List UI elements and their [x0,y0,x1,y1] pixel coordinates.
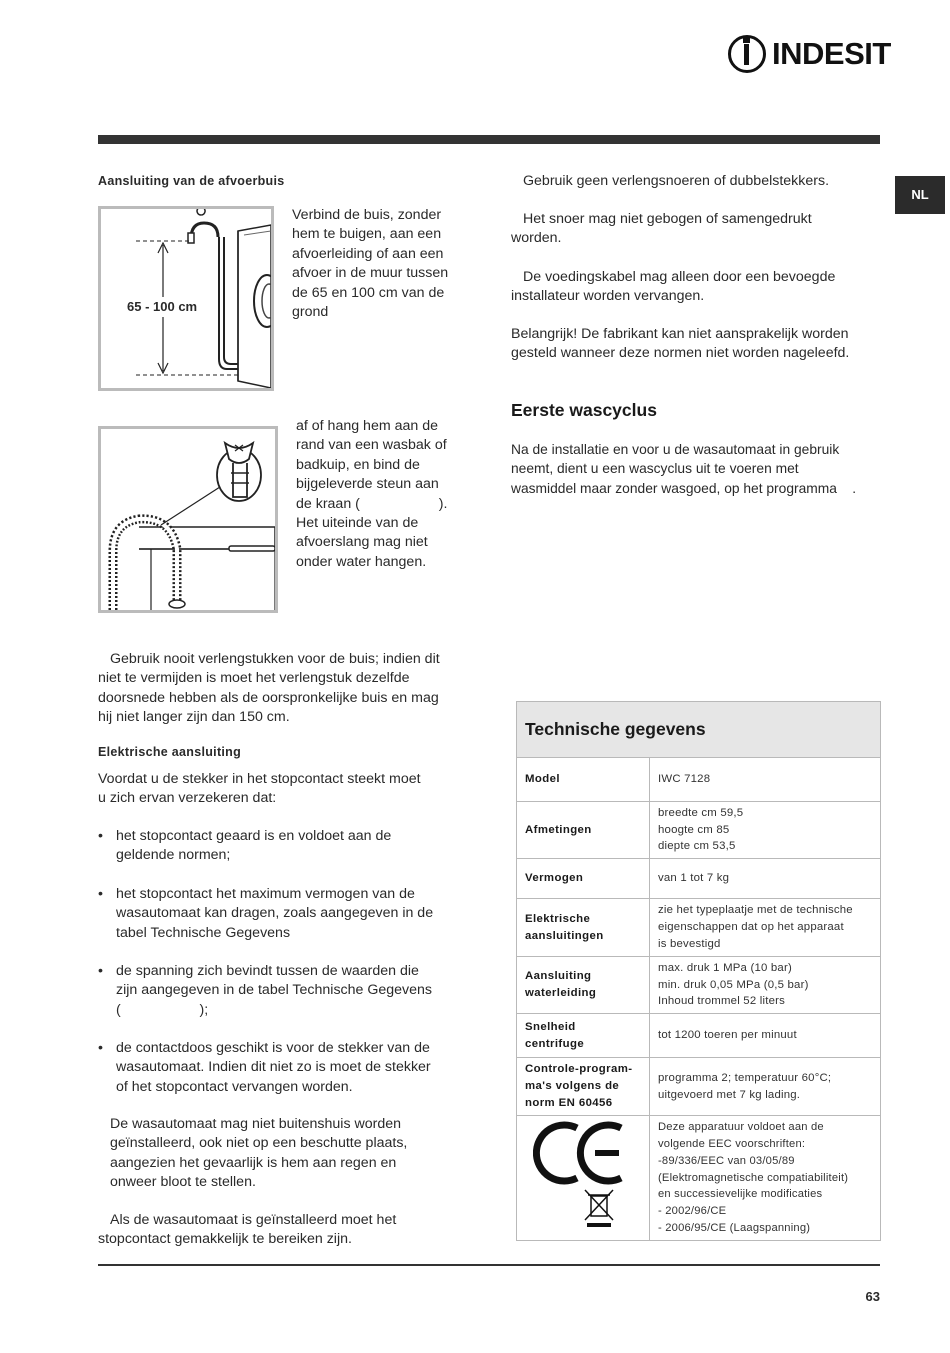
text-line: De wasautomaat mag niet buitenshuis worden [110,1116,402,1132]
text-line: of het stopcontact vervangen worden. [116,1078,353,1095]
table-row [517,1014,881,1058]
table-row [517,1058,881,1116]
text-line: neemt, dient u een wascyclus uit te voeren met [511,461,799,477]
table-row [517,859,881,899]
text-line: Voordat u de stekker in het stopcontact steekt moet [98,771,421,787]
row-key [517,957,650,1014]
footer-rule [98,1264,880,1266]
ce-mark-cell [517,1116,650,1241]
value-line: programma 2; temperatuur 60°C; [658,1071,832,1084]
text-line: Als de wasautomaat is geïnstalleerd moet het [110,1212,397,1228]
drain-sink-figure [98,426,278,613]
text-line: de contactdoos geschikt is voor de stekker van de [116,1040,430,1056]
bullet-dot: • [98,1040,103,1056]
key-line: Afmetingen [525,823,592,836]
ce-mark-icon [533,1116,633,1234]
outdoor-paragraph [110,1115,480,1193]
height-range-label: 65 - 100 cm [127,299,198,314]
text-line: afvoer in de muur tussen [292,265,449,282]
electric-intro [98,770,478,809]
right-paragraph-2 [511,210,881,249]
bullet-item [116,1039,466,1097]
value-line: en successievelijke modificaties [658,1188,823,1201]
text-line: hem te buigen, aan een [292,226,442,243]
value-line: max. druk 1 MPa (10 bar) [658,961,792,974]
bullet-item [116,962,466,1020]
row-value [650,1058,881,1116]
key-line: norm EN 60456 [525,1097,613,1109]
row-value [650,802,881,859]
text-line: zijn aangegeven in de tabel Technische Gegevens [116,982,433,999]
value-line: is bevestigd [658,937,721,950]
value-line: min. druk 0,05 MPa (0,5 bar) [658,978,809,991]
row-value [650,859,881,899]
technical-data-table [516,701,881,1241]
key-line: waterleiding [525,987,597,999]
value-line: breedte cm 59,5 [658,806,744,819]
text-line: wasautomaat kan dragen, zoals aangegeven in de [116,905,434,922]
row-key [517,1058,650,1116]
electric-heading: Elektrische aansluiting [98,745,242,759]
text-line: worden. [511,230,562,247]
table-row [517,957,881,1014]
row-key [517,802,650,859]
bullet-dot: • [98,963,103,979]
drain-wall-figure [98,206,274,391]
row-value [650,957,881,1014]
brand-logo-text: INDESIT [772,36,891,71]
brand-logo-stem [744,44,749,65]
text-line: geldende normen; [116,847,231,864]
value-line: (Elektromagnetische compatiabiliteit) [658,1171,849,1184]
text-line: onder water hangen. [296,553,427,570]
text-line: De voedingskabel mag alleen door een bevoegde [523,269,836,285]
text-line: doorsnede hebben als de oorspronkelijke buis en mag [98,689,439,706]
text-line: het stopcontact het maximum vermogen van de [116,886,415,902]
value-line: uitgevoerd met 7 kg lading. [658,1088,801,1101]
value-line: tot 1200 toeren per minuut [658,1029,797,1042]
first-cycle-paragraph [511,440,883,498]
language-tab: NL [895,176,945,214]
text-line: badkuip, en bind de [296,456,420,473]
page-number: 63 [865,1289,880,1304]
row-value [650,758,881,802]
text-line: het stopcontact geaard is en voldoet aan de [116,828,392,844]
value-line: Deze apparatuur voldoet aan de [658,1121,824,1134]
weee-bin-icon [585,1190,613,1227]
key-line: Elektrische [525,912,591,925]
row-key [517,758,650,802]
text-line: aangezien het gevaarlijk is hem aan regen en [110,1154,397,1171]
text-line: rand van een wasbak of [296,437,447,454]
table-row [517,758,881,802]
text-line: bijgeleverde steun aan [296,476,439,493]
key-line: ma's volgens de [525,1080,620,1092]
row-key [517,899,650,957]
text-line: onweer bloot te stellen. [110,1174,256,1191]
key-line: Snelheid [525,1020,576,1033]
text-line: Het uiteinde van de [296,515,419,532]
value-line: -89/336/EEC van 03/05/89 [658,1154,795,1167]
text-line: wasmiddel maar zonder wasgoed, op het programma . [511,480,857,496]
bullet-item [116,827,466,866]
value-line: IWC 7128 [658,773,711,786]
text-line: de kraan ( ). [296,495,448,512]
bullet-item [116,885,466,943]
text-line: stopcontact gemakkelijk te bereiken zijn. [98,1231,352,1248]
right-paragraph-4 [511,325,883,364]
first-cycle-heading: Eerste wascyclus [511,400,657,420]
drain-sink-text [296,417,476,572]
key-line: centrifuge [525,1037,585,1050]
ce-text [650,1116,881,1241]
right-paragraph-3 [511,268,881,307]
text-line: geïnstalleerd, ook niet op een beschutte plaats, [110,1135,408,1152]
value-line: - 2002/96/CE [658,1205,727,1218]
text-line: af of hang hem aan de [296,418,438,434]
text-line: Belangrijk! De fabrikant kan niet aansprakelijk worden [511,326,849,342]
value-line: diepte cm 53,5 [658,840,736,853]
text-line: Verbind de buis, zonder [292,207,442,223]
key-line: Model [525,773,560,785]
table-header-row [517,702,881,758]
text-line: gesteld wanneer deze normen niet worden nageleefd. [511,345,850,362]
key-line: Aansluiting [525,970,592,982]
table-row [517,899,881,957]
row-value [650,899,881,957]
brand-logo-dot [743,38,750,43]
text-line: afvoerslang mag niet [296,534,428,551]
bullet-dot: • [98,886,103,902]
value-line: volgende EEC voorschriften: [658,1138,806,1150]
bullet-dot: • [98,828,103,844]
table-row [517,802,881,859]
text-line: ( ); [116,1001,209,1018]
drain-heading: Aansluiting van de afvoerbuis [98,174,285,188]
text-line: wasautomaat. Indien dit niet zo is moet de stekker [116,1059,431,1076]
drain-sink-illustration [101,429,275,610]
key-line: aansluitingen [525,929,604,942]
text-line: de 65 en 100 cm van de [292,284,445,301]
text-line: grond [292,304,329,321]
technical-data-title: Technische gegevens [517,702,881,758]
drain-wall-text [292,206,472,322]
value-line: - 2006/95/CE (Laagspanning) [658,1221,811,1234]
text-line: afvoerleiding of aan een [292,245,444,262]
right-paragraph-1: Gebruik geen verlengsnoeren of dubbelstekkers. [523,173,830,189]
value-line: Inhoud trommel 52 liters [658,995,785,1008]
text-line: Het snoer mag niet gebogen of samengedrukt [523,211,812,227]
value-line: van 1 tot 7 kg [658,872,730,885]
row-key [517,1014,650,1058]
text-line: niet te vermijden is moet het verlengstuk dezelfde [98,670,410,687]
extension-paragraph [98,650,478,728]
text-line: u zich ervan verzekeren dat: [98,790,277,807]
text-line: Na de installatie en voor u de wasautomaat in gebruik [511,442,840,457]
text-line: tabel Technische Gegevens [116,924,291,941]
value-line: hoogte cm 85 [658,823,730,836]
value-line: zie het typeplaatje met de technische [658,904,853,917]
row-value [650,1014,881,1058]
value-line: eigenschappen dat op het apparaat [658,921,844,934]
row-key [517,859,650,899]
ce-row [517,1116,881,1241]
key-line: Controle-program- [525,1063,633,1075]
accessible-paragraph [98,1211,478,1250]
key-line: Vermogen [525,872,584,884]
header-rule [98,135,880,144]
text-line: de spanning zich bevindt tussen de waarden die [116,963,419,979]
text-line: Gebruik nooit verlengstukken voor de buis; indien dit [110,651,440,667]
text-line: installateur worden vervangen. [511,288,705,305]
text-line: hij niet langer zijn dan 150 cm. [98,709,290,726]
